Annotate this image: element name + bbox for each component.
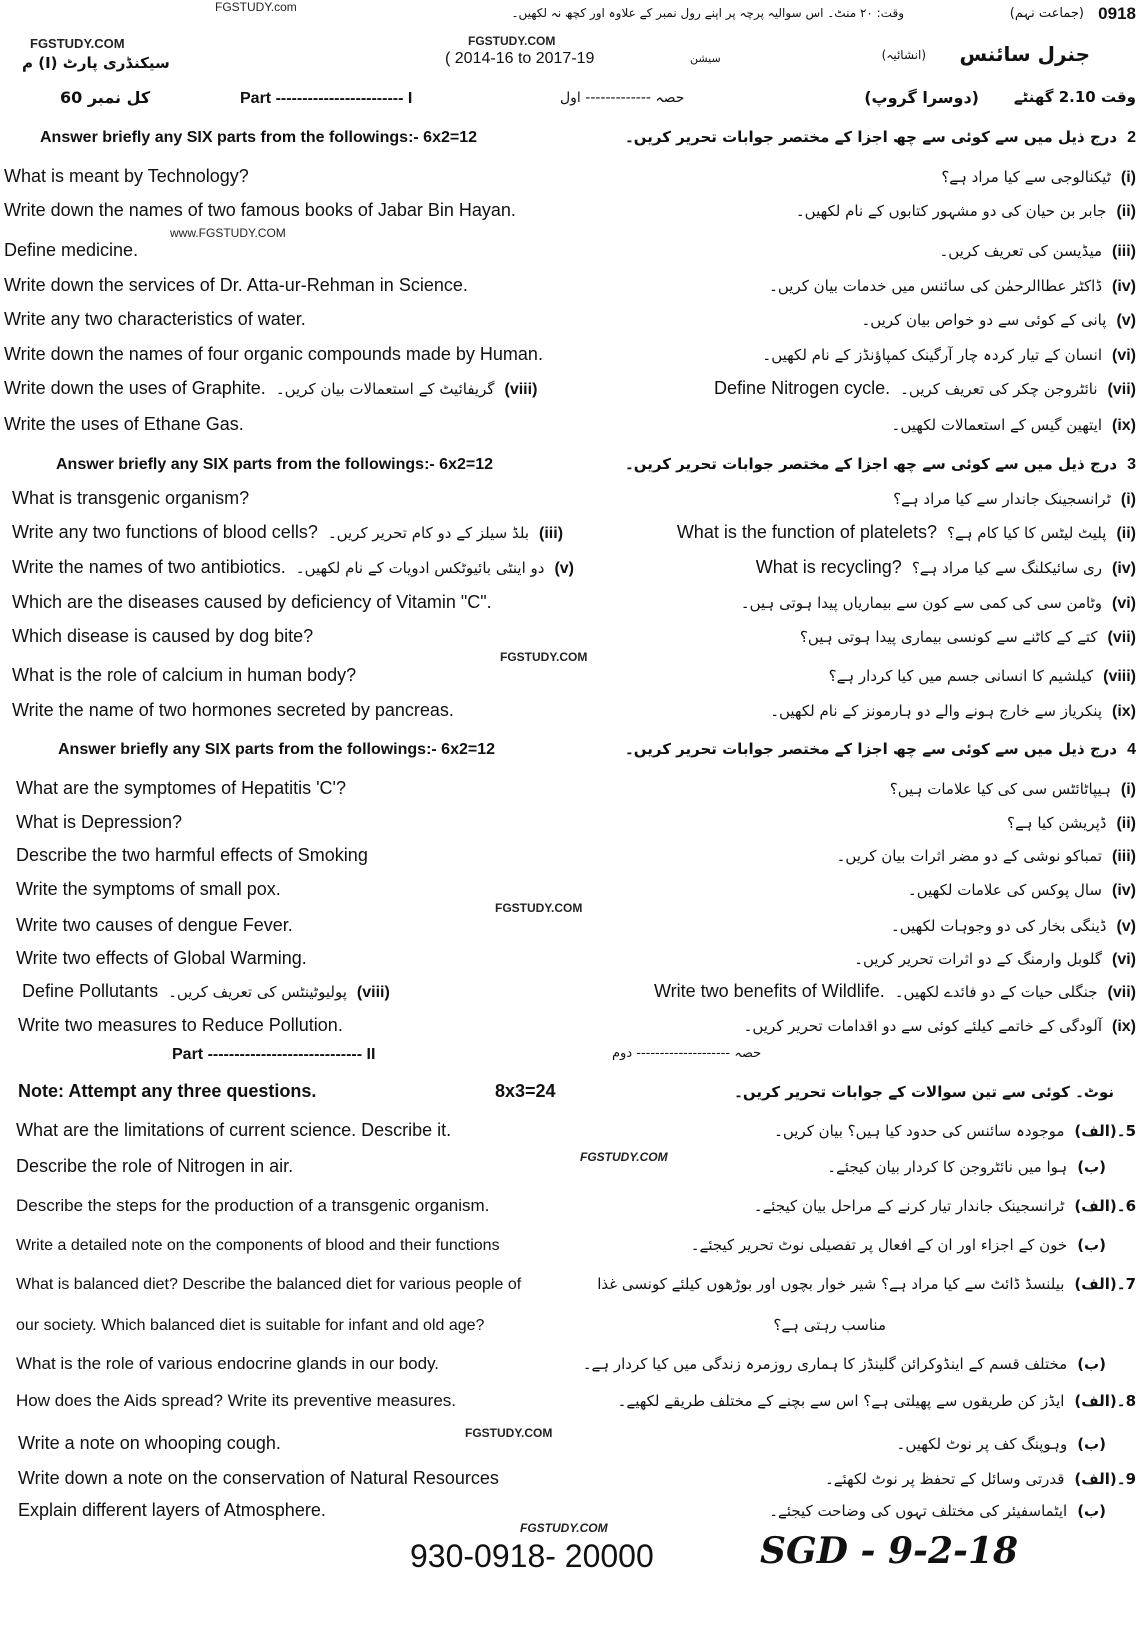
q4-number: 4: [1127, 741, 1136, 758]
q2-row-5: [4, 309, 1136, 330]
time: وقت 2.10 گھنٹے: [1013, 88, 1136, 106]
q7a-cont-urdu: مناسب رہتی ہے؟: [773, 1316, 886, 1334]
watermark: FGSTUDY.COM: [500, 650, 588, 664]
group-label: (جماعت نہم): [1009, 6, 1084, 21]
q7a-urdu: بیلنسڈ ڈائٹ سے کیا مراد ہے؟ شیر خوار بچوں اور بوڑھوں کیلئے کونسی غذا: [597, 1275, 1065, 1293]
session: ( 2014-16 to 2017-19: [445, 50, 595, 67]
q9a-num: 9۔(الف): [1074, 1470, 1136, 1488]
q5b-num: (ب): [1077, 1158, 1106, 1176]
q2-item-2-num: (ii): [1116, 203, 1136, 220]
q3-item-8-num: (viii): [1103, 668, 1136, 685]
q7a-num: 7۔(الف): [1074, 1275, 1136, 1293]
q3-item-9-urdu: پنکریاز سے خارج ہونے والے دو ہارمونز کے نام لکھیں۔: [770, 702, 1102, 720]
q3-row-9: [12, 700, 1136, 721]
q3-row-2-3: [12, 522, 1136, 543]
q7b-urdu: مختلف قسم کے اینڈوکرائن گلینڈز کا ہماری روزمرہ زندگی میں کیا کردار ہے۔: [582, 1355, 1068, 1373]
q4-item-1-urdu: ہیپاٹائٹس سی کی کیا علامات ہیں؟: [889, 780, 1111, 798]
q2-item-1-urdu: ٹیکنالوجی سے کیا مراد ہے؟: [941, 168, 1111, 186]
q2-row-7-8: [4, 378, 1136, 399]
q3-item-2: What is the function of platelets?: [676, 522, 937, 542]
watermark: FGSTUDY.COM: [465, 1426, 553, 1440]
total-marks: کل نمبر 60: [60, 88, 151, 107]
footer-code: 930-0918- 20000: [410, 1538, 654, 1574]
q3-item-9: Write the name of two hormones secreted by pancreas.: [12, 700, 454, 720]
q2-item-1-num: (i): [1120, 169, 1136, 186]
q3-item-3-urdu: بلڈ سیلز کے دو کام تحریر کریں۔: [327, 524, 530, 542]
q4-row-9: [18, 1015, 1136, 1036]
q4-row-6: [16, 948, 1136, 969]
q3-item-8-urdu: کیلشیم کا انسانی جسم میں کیا کردار ہے؟: [828, 667, 1094, 685]
q4-heading: Answer briefly any SIX parts from the followings:- 6x2=12: [58, 741, 496, 758]
q2-heading-row: [40, 128, 1136, 147]
handwritten-date: SGD - 9-2-18: [760, 1530, 1019, 1572]
q3-item-6-urdu: وٹامن سی کی کمی سے کون سے بیماریاں پیدا ہوتی ہیں۔: [740, 594, 1102, 612]
q4-item-1: What are the symptomes of Hepatitis 'C'?: [16, 778, 347, 798]
q4-row-3: [16, 845, 1136, 866]
q4-item-7: Write two benefits of Wildlife.: [653, 981, 885, 1001]
part-two: Part ----------------------------- II: [172, 1046, 376, 1063]
note-urdu: نوٹ۔ کوئی سے تین سوالات کے جوابات تحریر کریں۔: [734, 1083, 1115, 1101]
q7a-row: [16, 1275, 1136, 1294]
q8a: How does the Aids spread? Write its preventive measures.: [16, 1391, 457, 1410]
q2-item-8-urdu: گریفائیٹ کے استعمالات بیان کریں۔: [275, 380, 495, 398]
q4-heading-urdu: درج ذیل میں سے کوئی سے چھ اجزا کے مختصر جوابات تحریر کریں۔: [624, 740, 1118, 758]
q4-item-7-num: (vii): [1107, 984, 1136, 1001]
q4-row-2: [16, 812, 1136, 833]
q3-item-1-num: (i): [1120, 491, 1136, 508]
watermark-top: FGSTUDY.com: [215, 0, 297, 14]
q3-heading: Answer briefly any SIX parts from the followings:- 6x2=12: [56, 456, 494, 473]
q4-item-9: Write two measures to Reduce Pollution.: [18, 1015, 343, 1035]
q6b: Write a detailed note on the components of blood and their functions: [16, 1237, 500, 1254]
watermark: FGSTUDY.COM: [495, 901, 583, 915]
q2-row-2: [4, 200, 1136, 221]
q8b-num: (ب): [1077, 1435, 1106, 1453]
q2-item-2: Write down the names of two famous books of Jabar Bin Hayan.: [4, 200, 516, 220]
q2-item-5: Write any two characteristics of water.: [4, 309, 306, 329]
q4-item-4-urdu: سال پوکس کی علامات لکھیں۔: [907, 881, 1102, 899]
q2-row-3: [4, 240, 1136, 261]
q3-item-3: Write any two functions of blood cells?: [12, 522, 318, 542]
q8a-num: 8۔(الف): [1074, 1392, 1136, 1410]
q2-item-9-urdu: ایتھین گیس کے استعمالات لکھیں۔: [891, 416, 1102, 434]
subject: جنرل سائنس: [959, 42, 1090, 66]
q7b: What is the role of various endocrine glands in our body.: [16, 1354, 440, 1373]
q2-row-9: [4, 414, 1136, 435]
q2-item-5-urdu: پانی کے کوئی سے دو خواص بیان کریں۔: [861, 311, 1107, 329]
q3-item-1-urdu: ٹرانسجینک جاندار سے کیا مراد ہے؟: [893, 490, 1111, 508]
q3-item-7-urdu: کتے کے کاٹنے سے کونسی بیماری پیدا ہوتی ہیں؟: [799, 628, 1098, 646]
q3-item-3-num: (iii): [539, 525, 564, 542]
q3-item-6-num: (vi): [1112, 595, 1136, 612]
watermark: FGSTUDY.COM: [580, 1150, 668, 1164]
q2-number: 2: [1127, 129, 1136, 146]
instructions: وقت: ۲۰ منٹ۔ اس سوالیہ پرچہ پر اپنے رول نمبر کے علاوہ اور کچھ نہ لکھیں۔: [511, 6, 904, 20]
q2-item-1: What is meant by Technology?: [4, 166, 249, 186]
q3-item-4-num: (iv): [1112, 560, 1136, 577]
q3-item-5: Write the names of two antibiotics.: [12, 557, 286, 577]
q3-item-2-num: (ii): [1116, 525, 1136, 542]
watermark: FGSTUDY.COM: [520, 1521, 608, 1535]
q2-item-5-num: (v): [1116, 312, 1136, 329]
q2-heading: Answer briefly any SIX parts from the followings:- 6x2=12: [40, 129, 478, 146]
site-left: FGSTUDY.COM: [30, 36, 125, 51]
q2-item-9-num: (ix): [1112, 417, 1136, 434]
q3-item-9-num: (ix): [1112, 703, 1136, 720]
q4-item-3-num: (iii): [1112, 848, 1136, 865]
q3-item-2-urdu: پلیٹ لیٹس کا کیا کام ہے؟: [946, 524, 1107, 542]
q4-item-8-urdu: پولیوٹینٹس کی تعریف کریں۔: [168, 983, 347, 1001]
q2-item-4-num: (iv): [1112, 278, 1136, 295]
q2-item-2-urdu: جابر بن حیان کی دو مشہور کتابوں کے نام لکھیں۔: [795, 202, 1107, 220]
site-center: FGSTUDY.COM: [468, 34, 556, 48]
q4-row-4: [16, 879, 1136, 900]
q9a-row: [18, 1468, 1136, 1489]
q6a-urdu: ٹرانسجینک جاندار تیار کرنے کے مراحل بیان کیجئے۔: [753, 1197, 1065, 1215]
q2-row-4: [4, 275, 1136, 296]
q9b-row: [18, 1500, 1136, 1521]
q8b: Write a note on whooping cough.: [18, 1433, 281, 1453]
q3-row-6: [12, 592, 1136, 613]
q4-item-5-num: (v): [1116, 918, 1136, 935]
q6b-num: (ب): [1077, 1236, 1106, 1254]
q3-row-4-5: [12, 557, 1136, 578]
q6a-num: 6۔(الف): [1074, 1197, 1136, 1215]
q6a: Describe the steps for the production of a transgenic organism.: [16, 1196, 490, 1215]
q2-item-7: Define Nitrogen cycle.: [714, 378, 891, 398]
q4-item-9-num: (ix): [1112, 1018, 1136, 1035]
q4-item-1-num: (i): [1120, 781, 1136, 798]
q4-item-3: Describe the two harmful effects of Smoking: [16, 845, 368, 865]
q2-item-7-num: (vii): [1107, 381, 1136, 398]
q8a-row: [16, 1391, 1136, 1411]
q4-item-6: Write two effects of Global Warming.: [16, 948, 307, 968]
q5a-num: 5۔(الف): [1074, 1122, 1136, 1140]
q4-item-5: Write two causes of dengue Fever.: [16, 915, 293, 935]
q7a-cont-row: [16, 1316, 1136, 1335]
q4-heading-row: [58, 740, 1136, 759]
subject-type: (انشائیہ): [881, 48, 926, 62]
q4-row-5: [16, 915, 1136, 936]
group: (دوسرا گروپ): [864, 88, 979, 107]
q2-row-6: [4, 344, 1136, 365]
q2-item-9: Write the uses of Ethane Gas.: [4, 414, 244, 434]
q4-item-7-urdu: جنگلی حیات کے دو فائدے لکھیں۔: [894, 983, 1098, 1001]
q7a: What is balanced diet? Describe the balanced diet for various people of: [16, 1276, 522, 1293]
q3-item-7: Which disease is caused by dog bite?: [12, 626, 314, 646]
q3-item-5-num: (v): [554, 560, 574, 577]
q3-heading-row: [56, 455, 1136, 474]
q3-item-1: What is transgenic organism?: [12, 488, 250, 508]
session-label: سیشن: [690, 52, 721, 65]
q2-item-4-urdu: ڈاکٹر عطاالرحمٰن کی سائنس میں خدمات بیان کریں۔: [769, 277, 1102, 295]
q3-item-5-urdu: دو اینٹی بائیوٹکس ادویات کے نام لکھیں۔: [295, 559, 545, 577]
q5a-urdu: موجودہ سائنس کی حدود کیا ہیں؟ بیان کریں۔: [774, 1122, 1065, 1140]
q9a: Write down a note on the conservation of Natural Resources: [18, 1468, 499, 1488]
q2-item-7-urdu: نائٹروجن چکر کی تعریف کریں۔: [900, 380, 1098, 398]
q2-item-3-urdu: میڈیسن کی تعریف کریں۔: [939, 242, 1102, 260]
q4-item-2-urdu: ڈپریشن کیا ہے؟: [1007, 814, 1107, 832]
watermark: www.FGSTUDY.COM: [170, 226, 286, 240]
part-two-marks: 8x3=24: [494, 1081, 556, 1101]
q2-item-3: Define medicine.: [4, 240, 139, 260]
q2-item-8: Write down the uses of Graphite.: [4, 378, 266, 398]
note: Note: Attempt any three questions.: [18, 1081, 317, 1101]
q4-row-7-8: [22, 981, 1136, 1002]
paper-code: 0918: [1098, 4, 1136, 23]
q9b-urdu: ایٹماسفیئر کی مختلف تہوں کی وضاحت کیجئے۔: [769, 1502, 1068, 1520]
q3-row-8: [12, 665, 1136, 686]
note-row: [18, 1081, 1136, 1102]
q3-item-6: Which are the diseases caused by deficiency of Vitamin "C".: [12, 592, 492, 612]
q2-item-6-urdu: انسان کے تیار کردہ چار آرگینک کمپاؤنڈز کے نام لکھیں۔: [762, 346, 1102, 364]
q7b-row: [16, 1354, 1136, 1374]
q5a: What are the limitations of current science. Describe it.: [16, 1120, 452, 1140]
q2-item-6-num: (vi): [1112, 347, 1136, 364]
q8b-urdu: وہوپنگ کف پر نوٹ لکھیں۔: [896, 1435, 1068, 1453]
q9a-urdu: قدرتی وسائل کے تحفظ پر نوٹ لکھئے۔: [824, 1470, 1065, 1488]
q5b-row: [16, 1156, 1136, 1177]
q2-heading-urdu: درج ذیل میں سے کوئی سے چھ اجزا کے مختصر جوابات تحریر کریں۔: [624, 128, 1118, 146]
q6a-row: [16, 1196, 1136, 1216]
q4-item-8: Define Pollutants: [22, 981, 159, 1001]
q4-item-2-num: (ii): [1116, 815, 1136, 832]
q4-item-4: Write the symptoms of small pox.: [16, 879, 281, 899]
q3-item-4: What is recycling?: [755, 557, 902, 577]
q4-item-6-num: (vi): [1112, 951, 1136, 968]
q8b-row: [18, 1433, 1136, 1454]
q6b-row: [16, 1236, 1136, 1255]
q4-item-6-urdu: گلوبل وارمنگ کے دو اثرات تحریر کریں۔: [854, 950, 1102, 968]
q9b: Explain different layers of Atmosphere.: [18, 1500, 326, 1520]
class-label: سیکنڈری پارٹ (I) م: [22, 54, 170, 72]
q4-row-1: [16, 778, 1136, 799]
q4-item-4-num: (iv): [1112, 882, 1136, 899]
q3-row-7: [12, 626, 1136, 647]
q7a-cont: our society. Which balanced diet is suitable for infant and old age?: [16, 1317, 485, 1334]
part-one: Part ------------------------ I: [240, 90, 413, 107]
q5b: Describe the role of Nitrogen in air.: [16, 1156, 294, 1176]
q2-item-6: Write down the names of four organic compounds made by Human.: [4, 344, 543, 364]
q2-item-3-num: (iii): [1112, 243, 1136, 260]
q4-item-5-urdu: ڈینگی بخار کی دو وجوہات لکھیں۔: [890, 917, 1107, 935]
q3-item-4-urdu: ری سائیکلنگ سے کیا مراد ہے؟: [911, 559, 1102, 577]
q5b-urdu: ہوا میں نائٹروجن کا کردار بیان کیجئے۔: [827, 1158, 1068, 1176]
q9b-num: (ب): [1077, 1502, 1106, 1520]
q2-row-1: [4, 166, 1136, 187]
q4-item-2: What is Depression?: [16, 812, 183, 832]
q4-item-3-urdu: تمباکو نوشی کے دو مضر اثرات بیان کریں۔: [836, 847, 1102, 865]
q4-item-9-urdu: آلودگی کے خاتمے کیلئے کوئی سے دو اقدامات تحریر کریں۔: [743, 1017, 1102, 1035]
q7b-num: (ب): [1077, 1355, 1106, 1373]
q6b-urdu: خون کے اجزاء اور ان کے افعال پر تفصیلی نوٹ تحریر کیجئے۔: [690, 1236, 1068, 1254]
q5a-row: [16, 1120, 1136, 1141]
part-one-urdu: حصہ ------------- اول: [560, 90, 685, 106]
q3-item-8: What is the role of calcium in human body?: [12, 665, 357, 685]
q3-number: 3: [1127, 456, 1136, 473]
q2-item-4: Write down the services of Dr. Atta-ur-Rehman in Science.: [4, 275, 468, 295]
q3-heading-urdu: درج ذیل میں سے کوئی سے چھ اجزا کے مختصر جوابات تحریر کریں۔: [624, 455, 1118, 473]
q2-item-8-num: (viii): [504, 381, 538, 398]
q3-row-1: [12, 488, 1136, 509]
part-two-urdu: حصہ -------------------- دوم: [612, 1046, 762, 1061]
q4-item-8-num: (viii): [356, 984, 390, 1001]
q8a-urdu: ایڈز کن طریقوں سے پھیلتی ہے؟ اس سے بچنے کے مختلف طریقے لکھیے۔: [617, 1392, 1065, 1410]
q3-item-7-num: (vii): [1107, 629, 1136, 646]
